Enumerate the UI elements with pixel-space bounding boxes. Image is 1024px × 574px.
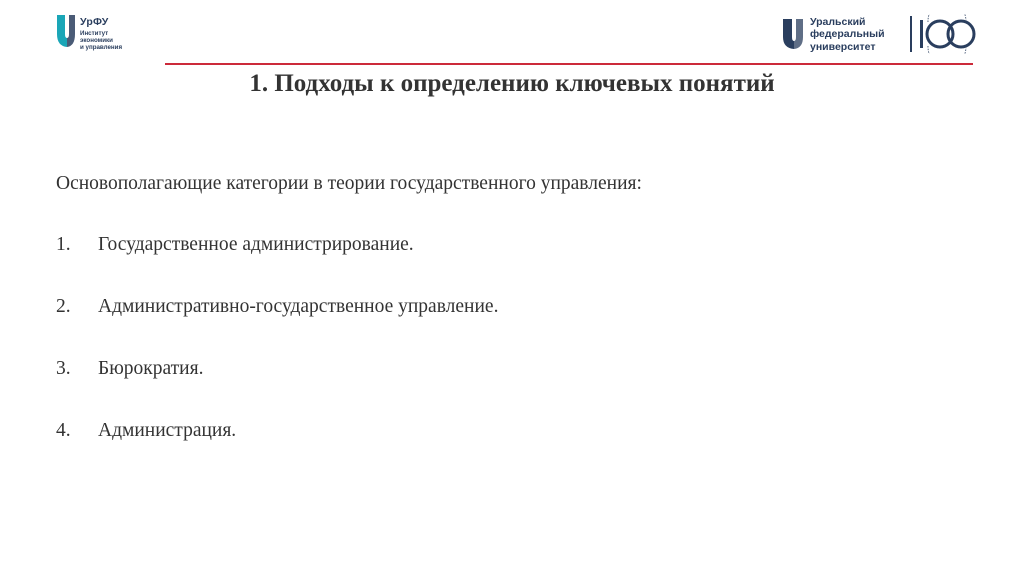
institute-logo-line: экономики bbox=[80, 37, 113, 45]
university-name bbox=[810, 16, 885, 53]
list-item bbox=[56, 296, 498, 318]
institute-logo-line: и управления bbox=[80, 44, 123, 52]
list-item bbox=[56, 234, 414, 256]
university-name-line: университет bbox=[810, 40, 876, 53]
institute-logo-brand: УрФУ bbox=[80, 16, 109, 28]
header-divider bbox=[165, 63, 973, 65]
institute-logo bbox=[56, 14, 166, 58]
list-item-number: 2. bbox=[56, 296, 71, 317]
list-item-number: 4. bbox=[56, 420, 71, 441]
university-name-line: Уральский bbox=[810, 16, 866, 28]
centenary-100-emblem-icon bbox=[918, 14, 976, 54]
urfu-u-logo-icon bbox=[56, 14, 76, 48]
intro-text: Основополагающие категории в теории государственного управления: bbox=[56, 173, 642, 194]
list-item-text: Администрация. bbox=[98, 420, 237, 441]
institute-logo-line: Институт bbox=[80, 30, 109, 37]
list-item bbox=[56, 358, 203, 380]
urfu-u-logo-icon bbox=[782, 18, 804, 50]
list-item-number: 1. bbox=[56, 234, 71, 255]
slide-title: 1. Подходы к определению ключевых понятий bbox=[249, 70, 775, 97]
list-item-number: 3. bbox=[56, 358, 71, 379]
list-item bbox=[56, 420, 236, 442]
university-logo bbox=[782, 14, 978, 58]
institute-logo-subtitle bbox=[80, 30, 170, 52]
list-item-text: Административно-государственное управление. bbox=[98, 296, 499, 317]
list-item-text: Государственное администрирование. bbox=[98, 234, 414, 255]
list-item-text: Бюрократия. bbox=[98, 358, 204, 379]
university-name-line: федеральный bbox=[810, 28, 885, 41]
logo-separator bbox=[910, 16, 912, 52]
